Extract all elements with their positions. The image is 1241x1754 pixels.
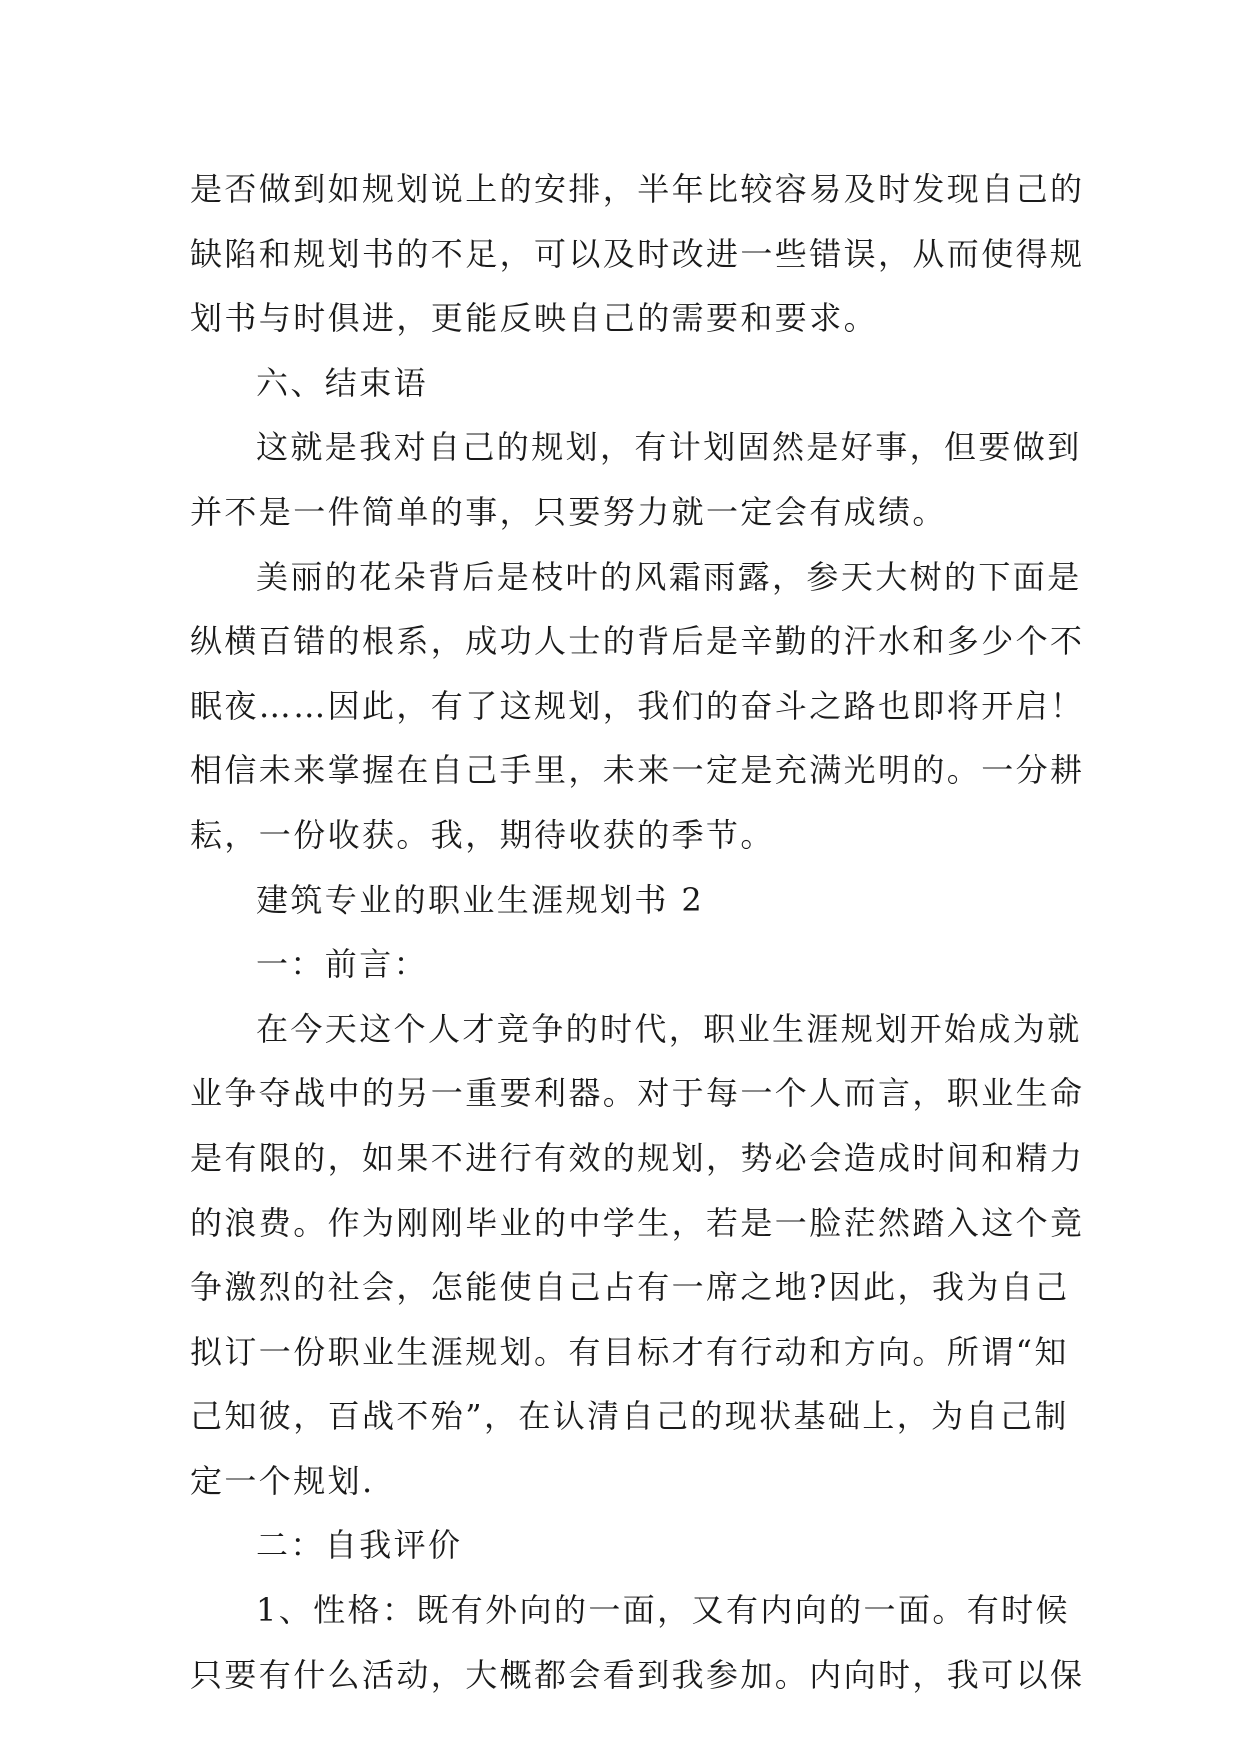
text-line: 划书与时俱进，更能反映自己的需要和要求。 — [190, 299, 879, 338]
text-line: 耘，一份收获。我，期待收获的季节。 — [190, 815, 775, 854]
text-line: 只要有什么活动，大概都会看到我参加。内向时，我可以保 — [190, 1655, 1085, 1694]
text-line: 定一个规划. — [190, 1461, 375, 1500]
text-line: 是有限的，如果不进行有效的规划，势必会造成时间和精力 — [190, 1138, 1085, 1177]
text-line: 相信未来掌握在自己手里，未来一定是充满光明的。一分耕 — [190, 751, 1085, 790]
text-line: 争激烈的社会，怎能使自己占有一席之地?因此，我为自己 — [190, 1268, 1070, 1307]
text-line: 是否做到如规划说上的安排，半年比较容易及时发现自己的 — [190, 170, 1085, 208]
text-line: 1、性格：既有外向的一面，又有内向的一面。有时候 — [256, 1591, 1070, 1630]
text-line: 美丽的花朵背后是枝叶的风霜雨露，参天大树的下面是 — [256, 557, 1082, 596]
section-heading: 一：前言： — [256, 945, 429, 984]
text-line: 眠夜……因此，有了这规划，我们的奋斗之路也即将开启！ — [190, 686, 1085, 725]
document-body — [190, 157, 1085, 1707]
text-line: 己知彼，百战不殆”，在认清自己的现状基础上，为自己制 — [190, 1397, 1069, 1436]
text-line: 的浪费。作为刚刚毕业的中学生，若是一脸茫然踏入这个竟 — [190, 1203, 1085, 1242]
section-heading: 二：自我评价 — [256, 1526, 463, 1565]
text-line: 业争夺战中的另一重要利器。对于每一个人而言，职业生命 — [190, 1074, 1085, 1113]
document-title: 建筑专业的职业生涯规划书 2 — [256, 880, 705, 919]
section-heading: 六、结束语 — [256, 363, 429, 402]
text-line: 并不是一件简单的事，只要努力就一定会有成绩。 — [190, 492, 947, 531]
text-line: 拟订一份职业生涯规划。有目标才有行动和方向。所谓“知 — [190, 1332, 1069, 1371]
text-line: 纵横百错的根系，成功人士的背后是辛勤的汗水和多少个不 — [190, 622, 1085, 661]
text-line: 这就是我对自己的规划，有计划固然是好事，但要做到 — [256, 428, 1082, 467]
text-line: 在今天这个人才竞争的时代，职业生涯规划开始成为就 — [256, 1009, 1082, 1048]
text-line: 缺陷和规划书的不足，可以及时改进一些错误，从而使得规 — [190, 234, 1085, 273]
